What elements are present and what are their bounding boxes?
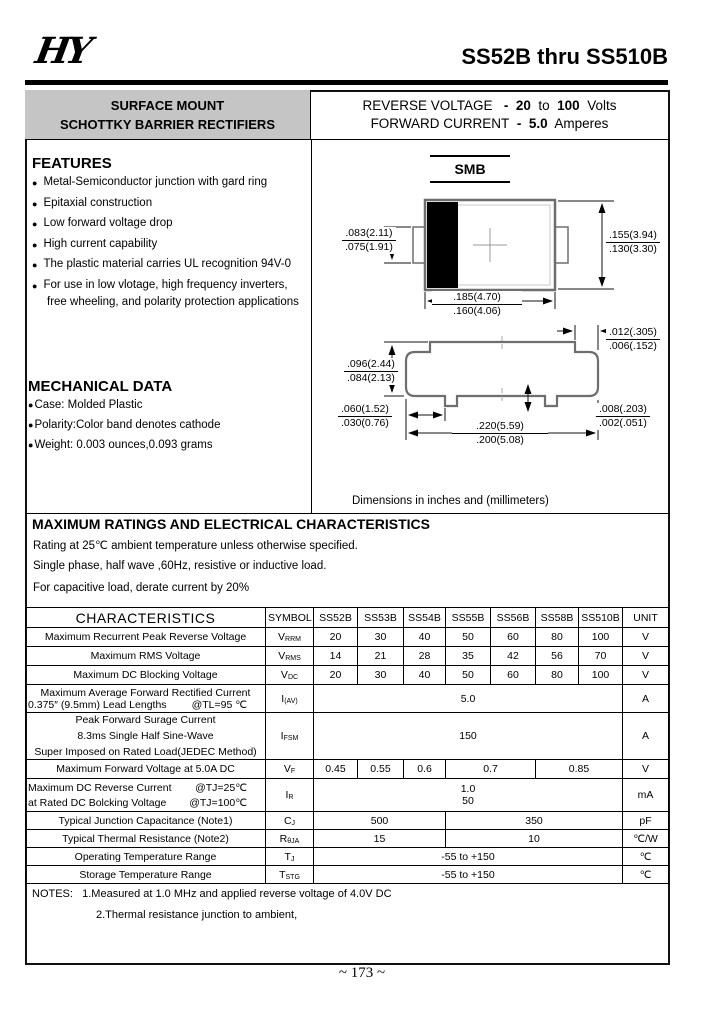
symbol-main: T	[279, 868, 286, 881]
bullet-icon: ●	[32, 178, 38, 188]
characteristic-name: Operating Temperature Range	[26, 848, 266, 866]
dim-terminal-width	[342, 227, 396, 254]
terminal-right	[555, 227, 568, 263]
bullet-icon: ●	[32, 219, 38, 229]
characteristic-name	[26, 713, 266, 760]
test-condition: @TJ=100℃	[189, 796, 247, 809]
value-cell: 30	[358, 628, 404, 647]
dim-value: .002(.051)	[599, 417, 647, 429]
dash: -	[516, 116, 522, 131]
symbol-sub: J	[291, 819, 296, 827]
forward-current-value: 5.0	[528, 116, 548, 131]
unit-cell: mA	[623, 779, 669, 812]
bullet-icon: ●	[32, 260, 38, 270]
dim-value: .075(1.91)	[345, 241, 393, 253]
ratings-line: For capacitive load, derate current by 20%	[33, 582, 250, 594]
symbol-sub: RMS	[285, 655, 301, 662]
dim-value: .083(2.11)	[342, 227, 396, 241]
characteristic-line	[28, 782, 263, 794]
reverse-voltage-line	[363, 98, 617, 113]
list-item	[32, 197, 304, 211]
characteristic-text: 0.375″ (9.5mm) Lead Lengths	[28, 698, 167, 711]
dim-value: .155(3.94)	[606, 229, 660, 243]
table-row-rthja	[26, 830, 669, 848]
mechanical-text: Polarity:Color band denotes cathode	[34, 419, 221, 431]
symbol-cell	[266, 812, 314, 830]
value-cell: 100	[579, 666, 623, 685]
list-item	[32, 176, 304, 190]
reverse-voltage-label: REVERSE VOLTAGE	[362, 98, 493, 113]
unit-cell: V	[623, 628, 669, 647]
feature-text: The plastic material carries UL recognition 94V-0	[43, 258, 292, 270]
value-cell: 40	[404, 628, 446, 647]
symbol-main: I	[285, 789, 289, 801]
value-line: 50	[462, 795, 474, 807]
characteristic-text: Maximum DC Reverse Current	[28, 781, 172, 794]
unit-cell: V	[623, 666, 669, 685]
characteristic-line	[28, 699, 263, 711]
cathode-band	[427, 202, 458, 288]
value-cell: 70	[579, 647, 623, 666]
value-cell: 35	[446, 647, 491, 666]
characteristic-name: Typical Thermal Resistance (Note2)	[26, 830, 266, 848]
dim-value: .130(3.30)	[609, 243, 657, 255]
symbol-cell	[266, 628, 314, 647]
symbol-cell	[266, 685, 314, 713]
symbol-cell	[266, 647, 314, 666]
dim-standoff-height	[596, 403, 650, 430]
mechanical-text: Case: Molded Plastic	[34, 399, 143, 411]
table-row-vrms	[26, 647, 669, 666]
unit-cell: A	[623, 713, 669, 760]
symbol-main: V	[278, 650, 286, 662]
table-row-vf	[26, 760, 669, 779]
characteristic-name: Maximum DC Blocking Voltage	[26, 666, 266, 685]
page-title: SS52B thru SS510B	[461, 44, 668, 69]
to-word: to	[538, 98, 550, 113]
bullet-icon: ●	[32, 280, 38, 291]
bullet-icon: ●	[32, 239, 38, 250]
value-cell: 5.0	[314, 685, 623, 713]
symbol-main: I	[281, 692, 285, 705]
col-header-part: SS53B	[358, 608, 404, 628]
reverse-voltage-unit: Volts	[587, 98, 617, 113]
column-divider	[311, 140, 312, 513]
value-cell: 50	[446, 628, 491, 647]
dimensions-caption: Dimensions in inches and (millimeters)	[352, 495, 549, 507]
symbol-main: V	[280, 669, 288, 681]
dim-value: .030(0.76)	[341, 417, 389, 429]
characteristic-name: Storage Temperature Range	[26, 866, 266, 884]
dim-foot-length	[338, 403, 392, 430]
feature-text: For use in low vlotage, high frequency inverters,	[43, 278, 288, 291]
unit-cell: V	[623, 647, 669, 666]
symbol-sub: STG	[285, 873, 300, 881]
value-cell: 60	[491, 628, 536, 647]
page-number: ~ 173 ~	[338, 965, 386, 981]
dim-value: .200(5.08)	[476, 434, 524, 446]
value-cell: 150	[314, 713, 623, 760]
characteristic-line: 8.3ms Single Half Sine-Wave	[77, 730, 214, 742]
value-cell: 80	[536, 628, 579, 647]
symbol-main: T	[284, 850, 291, 863]
unit-cell: V	[623, 760, 669, 779]
symbol-sub: θJA	[287, 837, 300, 845]
characteristic-name: Maximum RMS Voltage	[26, 647, 266, 666]
list-item	[32, 217, 304, 231]
forward-current-unit: Amperes	[554, 116, 609, 131]
bullet-icon: ●	[32, 198, 38, 209]
value-cell: 21	[358, 647, 404, 666]
feature-text: Epitaxial construction	[43, 196, 153, 209]
symbol-sub: F	[290, 768, 296, 775]
value-cell: 0.7	[446, 760, 536, 779]
dim-value: .185(4.70)	[432, 291, 522, 305]
notes-label: NOTES:	[32, 888, 73, 900]
value-cell: 30	[358, 666, 404, 685]
dim-value: .060(1.52)	[338, 403, 392, 417]
value-cell: 0.6	[404, 760, 446, 779]
feature-text: High current capability	[43, 237, 158, 250]
dim-value: .008(.203)	[596, 403, 650, 417]
value-cell: 10	[446, 830, 623, 848]
characteristic-name	[26, 685, 266, 713]
list-item	[28, 419, 306, 431]
characteristic-line: Maximum Average Forward Rectified Current	[40, 686, 251, 699]
notes-line1	[32, 888, 392, 900]
symbol-main: V	[278, 631, 286, 643]
unit-cell: ℃/W	[623, 830, 669, 848]
symbol-cell	[266, 666, 314, 685]
notes-line2: 2.Thermal resistance junction to ambient,	[96, 909, 298, 921]
value-cell: 0.85	[536, 760, 623, 779]
mechanical-heading: MECHANICAL DATA	[28, 378, 173, 395]
symbol-main: I	[280, 730, 284, 742]
characteristic-name: Maximum Forward Voltage at 5.0A DC	[26, 760, 266, 779]
characteristic-line: Super Imposed on Rated Load(JEDEC Method)	[34, 746, 257, 758]
characteristics-table	[25, 607, 669, 884]
symbol-cell	[266, 866, 314, 884]
feature-text: Metal-Semiconductor junction with gard ring	[43, 176, 268, 188]
reverse-voltage-max: 100	[557, 98, 580, 113]
col-header-part: SS58B	[536, 608, 579, 628]
bullet-icon: ●	[28, 420, 34, 430]
symbol-main: V	[283, 763, 291, 775]
value-cell: 0.55	[358, 760, 404, 779]
value-cell: 80	[536, 666, 579, 685]
characteristic-text: at Rated DC Bolcking Voltage	[28, 796, 167, 809]
symbol-sub: J	[290, 855, 295, 863]
product-type-cell	[25, 90, 311, 140]
ratings-line: Rating at 25℃ ambient temperature unless otherwise specified.	[33, 540, 358, 552]
value-line: 1.0	[460, 783, 476, 795]
reverse-voltage-min: 20	[515, 98, 531, 113]
note-text: 1.Measured at 1.0 MHz and applied reverse voltage of 4.0V DC	[82, 888, 392, 900]
value-cell: 40	[404, 666, 446, 685]
list-item	[28, 439, 306, 451]
dim-body-height	[344, 358, 398, 385]
features-heading: FEATURES	[32, 155, 112, 172]
table-row-ir	[26, 779, 669, 812]
dim-value: .096(2.44)	[344, 358, 398, 372]
value-cell: 100	[579, 628, 623, 647]
value-cell: 60	[491, 666, 536, 685]
list-item	[28, 399, 306, 411]
terminal-left	[413, 227, 425, 263]
dim-value: .160(4.06)	[453, 305, 501, 317]
list-item	[32, 279, 304, 293]
col-header-symbol: SYMBOL	[266, 608, 314, 628]
value-cell: -55 to +150	[314, 848, 623, 866]
col-header-characteristics: CHARACTERISTICS	[26, 608, 266, 628]
characteristic-line	[28, 797, 263, 809]
table-row-vdc	[26, 666, 669, 685]
dim-overall-width	[452, 420, 548, 447]
dim-body-length	[432, 291, 522, 318]
value-cell: 350	[446, 812, 623, 830]
value-cell: 42	[491, 647, 536, 666]
col-header-part: SS52B	[314, 608, 358, 628]
product-spec-cell	[311, 90, 668, 140]
dash: -	[503, 98, 509, 113]
value-cell	[314, 779, 623, 812]
mechanical-list	[28, 399, 306, 459]
symbol-main: C	[283, 814, 292, 827]
product-type-line2: SCHOTTKY BARRIER RECTIFIERS	[60, 116, 275, 132]
symbol-cell	[266, 830, 314, 848]
symbol-main: R	[279, 832, 288, 845]
forward-current-line	[371, 116, 609, 131]
dim-value: .084(2.13)	[347, 372, 395, 384]
ratings-line: Single phase, half wave ,60Hz, resistive or inductive load.	[33, 560, 327, 572]
test-condition: @TL=95 ℃	[191, 698, 247, 711]
symbol-sub: RRM	[285, 636, 301, 643]
brand-logo: HY	[32, 30, 92, 72]
symbol-cell	[266, 713, 314, 760]
dim-value: .012(.305)	[606, 326, 660, 340]
value-cell: 20	[314, 666, 358, 685]
unit-cell: pF	[623, 812, 669, 830]
col-header-part: SS55B	[446, 608, 491, 628]
col-header-unit: UNIT	[623, 608, 669, 628]
col-header-part: SS510B	[579, 608, 623, 628]
mechanical-text: Weight: 0.003 ounces,0.093 grams	[34, 439, 213, 451]
characteristic-name	[26, 779, 266, 812]
unit-cell: ℃	[623, 866, 669, 884]
value-cell: 20	[314, 628, 358, 647]
test-condition: @TJ=25℃	[195, 781, 247, 794]
list-item	[32, 238, 304, 252]
value-cell: -55 to +150	[314, 866, 623, 884]
table-row-ifsm	[26, 713, 669, 760]
dim-body-width	[606, 229, 660, 256]
table-header-row	[26, 608, 669, 628]
symbol-sub: R	[288, 794, 294, 801]
forward-current-label: FORWARD CURRENT	[370, 116, 510, 131]
header-rule	[25, 80, 668, 85]
value-cell: 14	[314, 647, 358, 666]
dim-value: .006(.152)	[609, 340, 657, 352]
table-row-tj	[26, 848, 669, 866]
unit-cell: ℃	[623, 848, 669, 866]
feature-text: Low forward voltage drop	[43, 217, 173, 229]
bullet-icon: ●	[28, 440, 34, 450]
symbol-sub: DC	[287, 674, 299, 681]
feature-text-continuation: free wheeling, and polarity protection applications	[47, 296, 299, 308]
ratings-heading: MAXIMUM RATINGS AND ELECTRICAL CHARACTERISTICS	[32, 516, 430, 532]
characteristic-line: Peak Forward Surage Current	[75, 714, 216, 726]
value-cell: 500	[314, 812, 446, 830]
dim-lead-thickness	[606, 326, 660, 353]
package-name-label: SMB	[430, 155, 510, 183]
table-row-tstg	[26, 866, 669, 884]
features-list	[32, 176, 304, 308]
table-row-iav	[26, 685, 669, 713]
value-cell: 50	[446, 666, 491, 685]
symbol-sub: FSM	[283, 735, 299, 742]
unit-cell: A	[623, 685, 669, 713]
value-cell: 28	[404, 647, 446, 666]
table-row-vrrm	[26, 628, 669, 647]
characteristic-name: Maximum Recurrent Peak Reverse Voltage	[26, 628, 266, 647]
list-item	[32, 258, 304, 272]
bullet-icon: ●	[28, 400, 34, 410]
symbol-cell	[266, 760, 314, 779]
characteristic-name: Typical Junction Capacitance (Note1)	[26, 812, 266, 830]
dim-value: .220(5.59)	[452, 420, 548, 434]
col-header-part: SS54B	[404, 608, 446, 628]
symbol-sub: (AV)	[284, 697, 298, 705]
table-row-cj	[26, 812, 669, 830]
col-header-part: SS56B	[491, 608, 536, 628]
value-cell: 0.45	[314, 760, 358, 779]
value-cell: 56	[536, 647, 579, 666]
symbol-cell	[266, 779, 314, 812]
symbol-cell	[266, 848, 314, 866]
product-type-line1: SURFACE MOUNT	[110, 97, 225, 113]
value-cell: 15	[314, 830, 446, 848]
